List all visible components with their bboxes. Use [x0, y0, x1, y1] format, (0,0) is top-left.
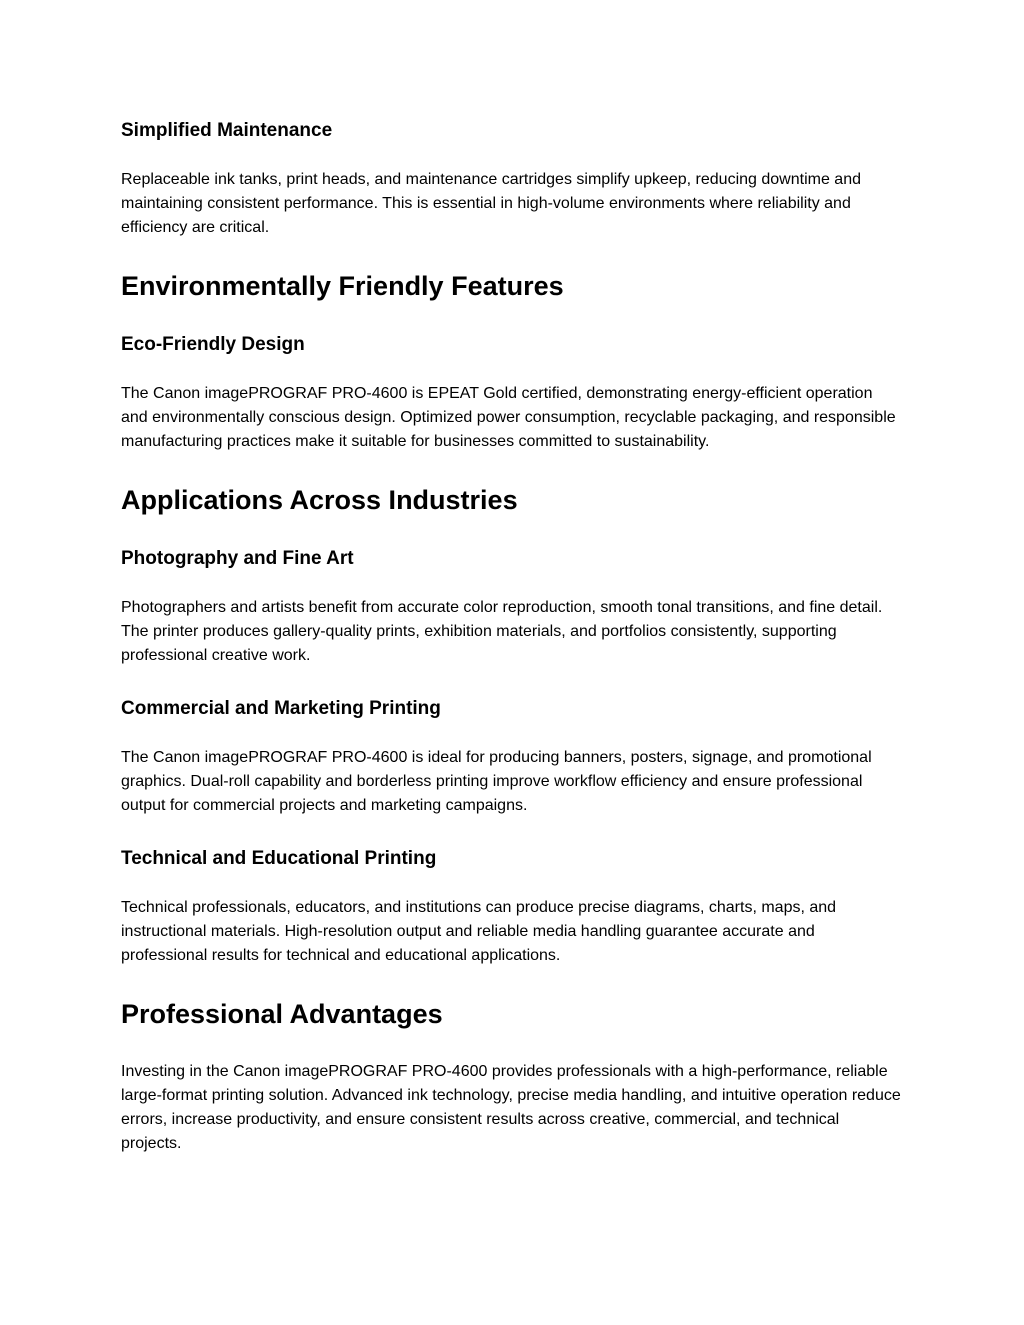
paragraph-commercial-and-marketing-printing: The Canon imagePROGRAF PRO-4600 is ideal for producing banners, posters, signage, and promotional graphics. Dual-roll capability and borderless printing improve workflow efficiency and ensure professional output for commercial projects and marketing campaigns. [121, 749, 872, 814]
heading-simplified-maintenance: Simplified Maintenance [121, 120, 333, 141]
paragraph-photography-and-fine-art: Photographers and artists benefit from accurate color reproduction, smooth tonal transitions, and fine detail. The printer produces gallery-quality prints, exhibition materials, and portfolios consistently, supporting professional creative work. [121, 599, 883, 664]
heading-photography-and-fine-art: Photography and Fine Art [121, 548, 354, 569]
heading-applications-across-industries: Applications Across Industries [121, 485, 518, 515]
paragraph-simplified-maintenance: Replaceable ink tanks, print heads, and maintenance cartridges simplify upkeep, reducing downtime and maintaining consistent performance. This is essential in high-volume environments where reliability and efficiency are critical. [121, 171, 861, 236]
paragraph-professional-advantages: Investing in the Canon imagePROGRAF PRO-4600 provides professionals with a high-performance, reliable large-format printing solution. Advanced ink technology, precise media handling, and intuitive operation reduce errors, increase productivity, and ensure consistent results across creative, commercial, and technical projects. [121, 1063, 901, 1152]
heading-commercial-and-marketing-printing: Commercial and Marketing Printing [121, 698, 441, 719]
paragraph-technical-and-educational-printing: Technical professionals, educators, and institutions can produce precise diagrams, charts, maps, and instructional materials. High-resolution output and reliable media handling guarantee accurate and professional results for technical and educational applications. [121, 899, 837, 964]
heading-environmentally-friendly-features: Environmentally Friendly Features [121, 271, 564, 301]
heading-technical-and-educational-printing: Technical and Educational Printing [121, 848, 437, 869]
heading-professional-advantages: Professional Advantages [121, 999, 443, 1029]
heading-eco-friendly-design: Eco-Friendly Design [121, 334, 305, 355]
paragraph-eco-friendly-design: The Canon imagePROGRAF PRO-4600 is EPEAT Gold certified, demonstrating energy-efficient operation and environmentally conscious design. Optimized power consumption, recyclable packaging, and responsible manufacturing practices make it suitable for businesses committed to sustainability. [121, 385, 896, 450]
